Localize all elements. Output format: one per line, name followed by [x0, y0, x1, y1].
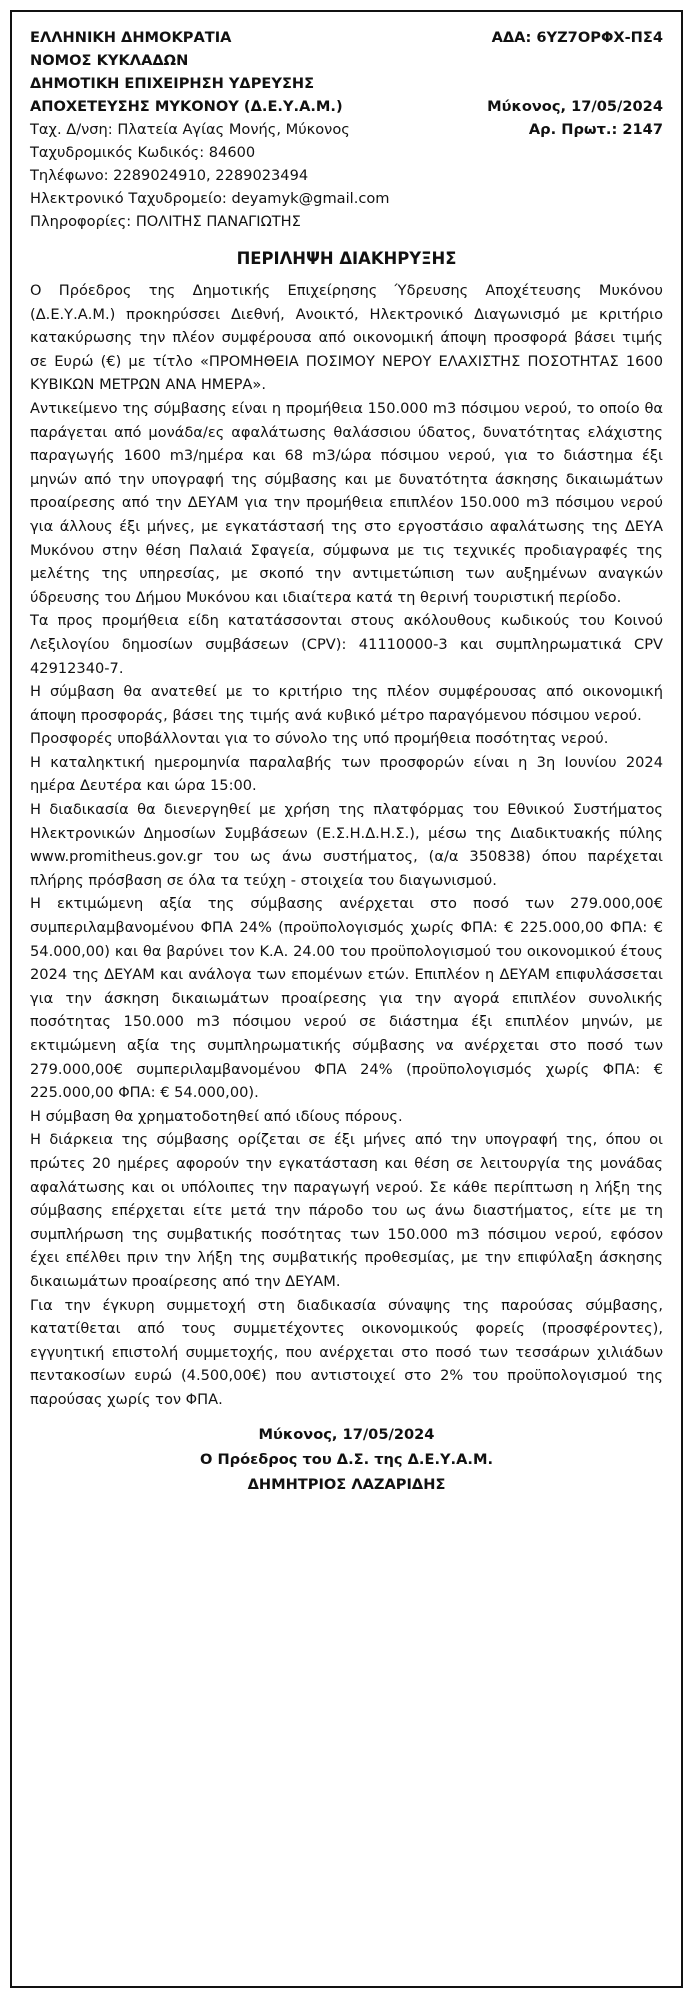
signatory-role: Ο Πρόεδρος του Δ.Σ. της Δ.Ε.Υ.Α.Μ.: [199, 1450, 494, 1468]
org-name-line-4: ΑΠΟΧΕΤΕΥΣΗΣ ΜΥΚΟΝΟΥ (Δ.Ε.Υ.Α.Μ.): [30, 98, 343, 115]
paragraph-cpv-codes: Τα προς προμήθεια είδη κατατάσσονται στους ακόλουθους κωδικούς του Κοινού Λεξιλογίου δημοσίων συμβάσεων (CPV): 41110000-3 και συμπληρωματικά CPV 42912340-7.: [30, 612, 663, 677]
org-name-line-2: ΝΟΜΟΣ ΚΥΚΛΑΔΩΝ: [30, 52, 189, 69]
paragraph-intro: Ο Πρόεδρος της Δημοτικής Επιχείρησης Ύδρευσης Αποχέτευσης Μυκόνου (Δ.Ε.Υ.Α.Μ.) προκηρύσσει Διεθνή, Ανοικτό, Ηλεκτρονικό Διαγωνισμό με κριτήριο κατακύρωσης την πλέον συμφέρουσα από οικονομική άποψη προσφορά βάσει τιμής σε Ευρώ (€) με τίτλο «ΠΡΟΜΗΘΕΙΑ ΠΟΣΙΜΟΥ ΝΕΡΟΥ ΕΛΑΧΙΣΤΗΣ ΠΟΣΟΤΗΤΑΣ 1600 ΚΥΒΙΚΩΝ ΜΕΤΡΩΝ ΑΝΑ ΗΜΕΡΑ».: [30, 282, 663, 394]
ada-code: ΑΔΑ: 6ΥΖ7ΟΡΦΧ-ΠΣ4: [491, 29, 663, 46]
paragraph-funding: Η σύμβαση θα χρηματοδοτηθεί από ιδίους πόρους.: [30, 1107, 403, 1125]
footer-place-date: Μύκονος, 17/05/2024: [258, 1425, 435, 1443]
paragraph-guarantee: Για την έγκυρη συμμετοχή στη διαδικασία σύναψης της παρούσας σύμβασης, κατατίθεται από τους συμμετέχοντες οικονομικούς φορείς (προσφέροντες), εγγυητική επιστολή συμμετοχής, που ανέρχεται στο ποσό των τεσσάρων χιλιάδων πεντακοσίων ευρώ (4.500,00€) που αντιστοιχεί στο 2% του προϋπολογισμού της παρούσας χωρίς τον ΦΠΑ.: [30, 1296, 663, 1408]
email-address: Ηλεκτρονικό Ταχυδρομείο: deyamyk@gmail.com: [30, 190, 390, 207]
header-place-date: Μύκονος, 17/05/2024: [487, 98, 663, 115]
document-title: ΠΕΡΙΛΗΨΗ ΔΙΑΚΗΡΥΞΗΣ: [236, 249, 457, 268]
signatory-name: ΔΗΜΗΤΡΙΟΣ ΛΑΖΑΡΙΔΗΣ: [247, 1475, 446, 1493]
postal-code: Ταχυδρομικός Κωδικός: 84600: [30, 144, 256, 161]
paragraph-duration: Η διάρκεια της σύμβασης ορίζεται σε έξι μήνες από την υπογραφή της, όπου οι πρώτες 20 ημέρες αφορούν την εγκατάσταση και θέση σε λειτουργία της μονάδας αφαλάτωσης και οι υπόλοιπες την παραγωγή νερού. Σε κάθε περίπτωση η λήξη της σύμβασης επέρχεται είτε μετά την πάροδο του ως άνω διαστήματος, είτε με τη συμπλήρωση της συμβατικής ποσότητας των 150.000 m3 πόσιμου νερού, εφόσον έχει επέλθει πριν την λήξη της συμβατικής προθεσμίας, με την επιφύλαξη άσκησης δικαιωμάτων προαίρεσης από την ΔΕΥΑΜ.: [30, 1131, 663, 1290]
org-name-line-3: ΔΗΜΟΤΙΚΗ ΕΠΙΧΕΙΡΗΣΗ ΥΔΡΕΥΣΗΣ: [30, 75, 315, 92]
protocol-number: Αρ. Πρωτ.: 2147: [528, 121, 663, 138]
paragraph-estimated-value: Η εκτιμώμενη αξία της σύμβασης ανέρχεται στο ποσό των 279.000,00€ συμπεριλαμβανομένου ΦΠΑ 24% (προϋπολογισμός χωρίς ΦΠΑ: € 225.000,00 ΦΠΑ: € 54.000,00) και θα βαρύνει τον Κ.Α. 24.00 του προϋπολογισμού του οικονομικού έτους 2024 της ΔΕΥΑΜ και ανάλογα των επομένων ετών. Επιπλέον η ΔΕΥΑΜ επιφυλάσσεται για την άσκηση δικαιωμάτων προαίρεσης για την αγορά επιπλέον συνολικής ποσότητας 150.000 m3 πόσιμου νερού σε διάστημα έξι επιπλέον μηνών, με εκτιμώμενη αξία της συμπληρωματικής σύμβασης να ανέρχεται στο ποσό των 279.000,00€ συμπεριλαμβανομένου ΦΠΑ 24% (προϋπολογισμός χωρίς ΦΠΑ: € 225.000,00 ΦΠΑ: € 54.000,00).: [30, 895, 663, 1102]
postal-address: Ταχ. Δ/νση: Πλατεία Αγίας Μονής, Μύκονος: [30, 121, 350, 138]
paragraph-offers-scope: Προσφορές υποβάλλονται για το σύνολο της υπό προμήθεια ποσότητας νερού.: [30, 730, 609, 748]
paragraph-contract-object: Αντικείμενο της σύμβασης είναι η προμήθεια 150.000 m3 πόσιμου νερού, το οποίο θα παράγεται από μονάδα/ες αφαλάτωσης θαλάσσιου ύδατος, δυνατότητας ελάχιστης παραγωγής 1600 m3/ημέρα και 68 m3/ώρα πόσιμου νερού, για το διάστημα έξι μηνών από την υπογραφή της σύμβασης και με δυνατότητα άσκησης δικαιωμάτων προαίρεσης από την ΔΕΥΑΜ για την προμήθεια επιπλέον 150.000 m3 πόσιμου νερού για άλλους έξι μήνες, με εγκατάστασή της στο εργοστάσιο αφαλάτωσης της ΔΕΥΑ Μυκόνου στην θέση Παλαιά Σφαγεία, σύμφωνα με τις τεχνικές προδιαγραφές της μελέτης της υπηρεσίας, με σκοπό την αντιμετώπιση των αυξημένων αναγκών ύδρευσης του Δήμου Μυκόνου και ιδιαίτερα κατά τη θερινή τουριστική περίοδο.: [30, 399, 663, 606]
paragraph-award-criterion: Η σύμβαση θα ανατεθεί με το κριτήριο της πλέον συμφέρουσας από οικονομική άποψη προσφοράς, βάσει της τιμής ανά κυβικό μέτρο παραγόμενου πόσιμου νερού.: [30, 683, 663, 724]
document-body: [30, 279, 663, 1412]
paragraph-deadline: Η καταληκτική ημερομηνία παραλαβής των προσφορών είναι η 3η Ιουνίου 2024 ημέρα Δευτέρα και ώρα 15:00.: [30, 753, 663, 795]
org-name-line-1: ΕΛΛΗΝΙΚΗ ΔΗΜΟΚΡΑΤΙΑ: [30, 29, 232, 46]
phone-numbers: Τηλέφωνο: 2289024910, 2289023494: [30, 167, 309, 184]
signature-block: [30, 1422, 663, 1497]
contact-person: Πληροφορίες: ΠΟΛΙΤΗΣ ΠΑΝΑΓΙΩΤΗΣ: [30, 213, 301, 230]
paragraph-platform: Η διαδικασία θα διενεργηθεί με χρήση της πλατφόρμας του Εθνικού Συστήματος Ηλεκτρονικών Δημοσίων Συμβάσεων (Ε.Σ.Η.Δ.Η.Σ.), μέσω της Διαδικτυακής πύλης www.promitheus.gov.gr του ως άνω συστήματος, (α/α 350838) όπου παρέχεται πλήρης πρόσβαση σε όλα τα τεύχη - στοιχεία του διαγωνισμού.: [30, 801, 663, 889]
document-header: [30, 26, 663, 233]
announcement-document: [10, 10, 683, 1988]
